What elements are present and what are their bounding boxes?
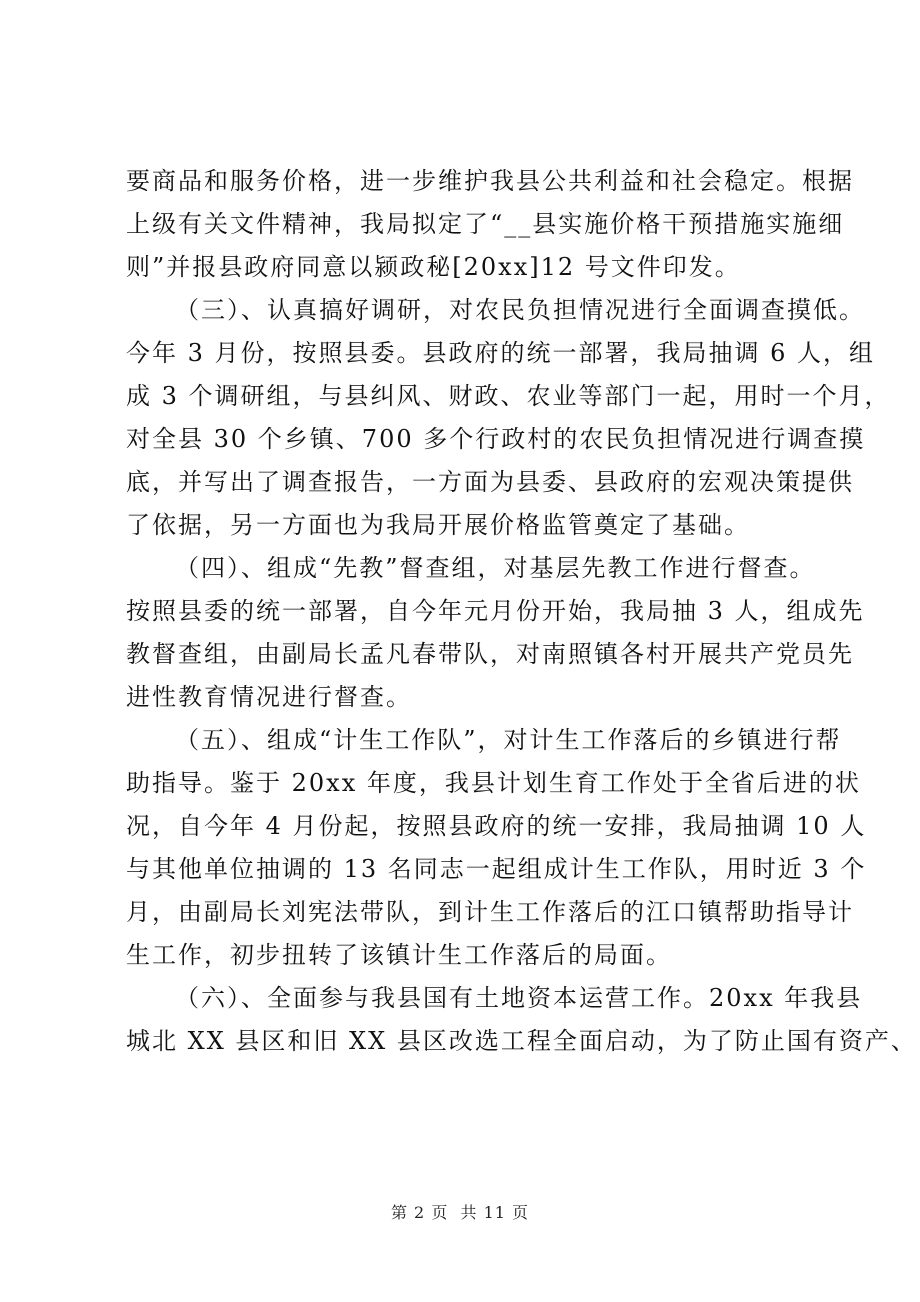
section-heading-4: （四）、组成“先教”督查组，对基层先教工作进行督查。 [175, 554, 816, 582]
text-line: 今年 3 月份，按照县委。县政府的统一部署，我局抽调 6 人，组 [126, 339, 876, 367]
text-line: 教督查组，由副局长孟凡春带队，对南照镇各村开展共产党员先 [126, 640, 854, 668]
section-heading-6: （六）、全面参与我县国有土地资本运营工作。20xx 年我县 [175, 984, 863, 1012]
text-line: 况，自今年 4 月份起，按照县政府的统一安排，我局抽调 10 人 [126, 812, 867, 840]
text-line: 要商品和服务价格，进一步维护我县公共利益和社会稳定。根据 [126, 167, 854, 195]
page-footer [0, 1200, 920, 1223]
text-line: 按照县委的统一部署，自今年元月份开始，我局抽 3 人，组成先 [126, 597, 865, 625]
text-line: 成 3 个调研组，与县纠风、财政、农业等部门一起，用时一个月， [126, 382, 891, 410]
text-line: 助指导。鉴于 20xx 年度，我县计划生育工作处于全省后进的状 [126, 769, 861, 797]
page-number: 第 2 页 共 11 页 [390, 1203, 530, 1222]
text-line: 则”并报县政府同意以颍政秘[20xx]12 号文件印发。 [126, 253, 741, 281]
section-heading-5: （五）、组成“计生工作队”，对计生工作落后的乡镇进行帮 [175, 726, 842, 754]
text-line: 对全县 30 个乡镇、700 多个行政村的农民负担情况进行调查摸 [126, 425, 866, 453]
section-heading-3: （三）、认真搞好调研，对农民负担情况进行全面调查摸低。 [175, 296, 865, 324]
document-body [126, 160, 917, 1063]
text-line: 与其他单位抽调的 13 名同志一起组成计生工作队，用时近 3 个 [126, 855, 867, 883]
text-line: 底，并写出了调查报告，一方面为县委、县政府的宏观决策提供 [126, 468, 854, 496]
text-line: 月，由副局长刘宪法带队，到计生工作落后的江口镇帮助指导计 [126, 898, 854, 926]
text-line: 进性教育情况进行督查。 [126, 683, 412, 711]
text-line: 了依据，另一方面也为我局开展价格监管奠定了基础。 [126, 511, 750, 539]
text-line: 城北 XX 县区和旧 XX 县区改选工程全面启动，为了防止国有资产、 [126, 1027, 917, 1055]
text-line: 上级有关文件精神，我局拟定了“__县实施价格干预措施实施细 [126, 210, 845, 238]
text-line: 生工作，初步扭转了该镇计生工作落后的局面。 [126, 941, 672, 969]
